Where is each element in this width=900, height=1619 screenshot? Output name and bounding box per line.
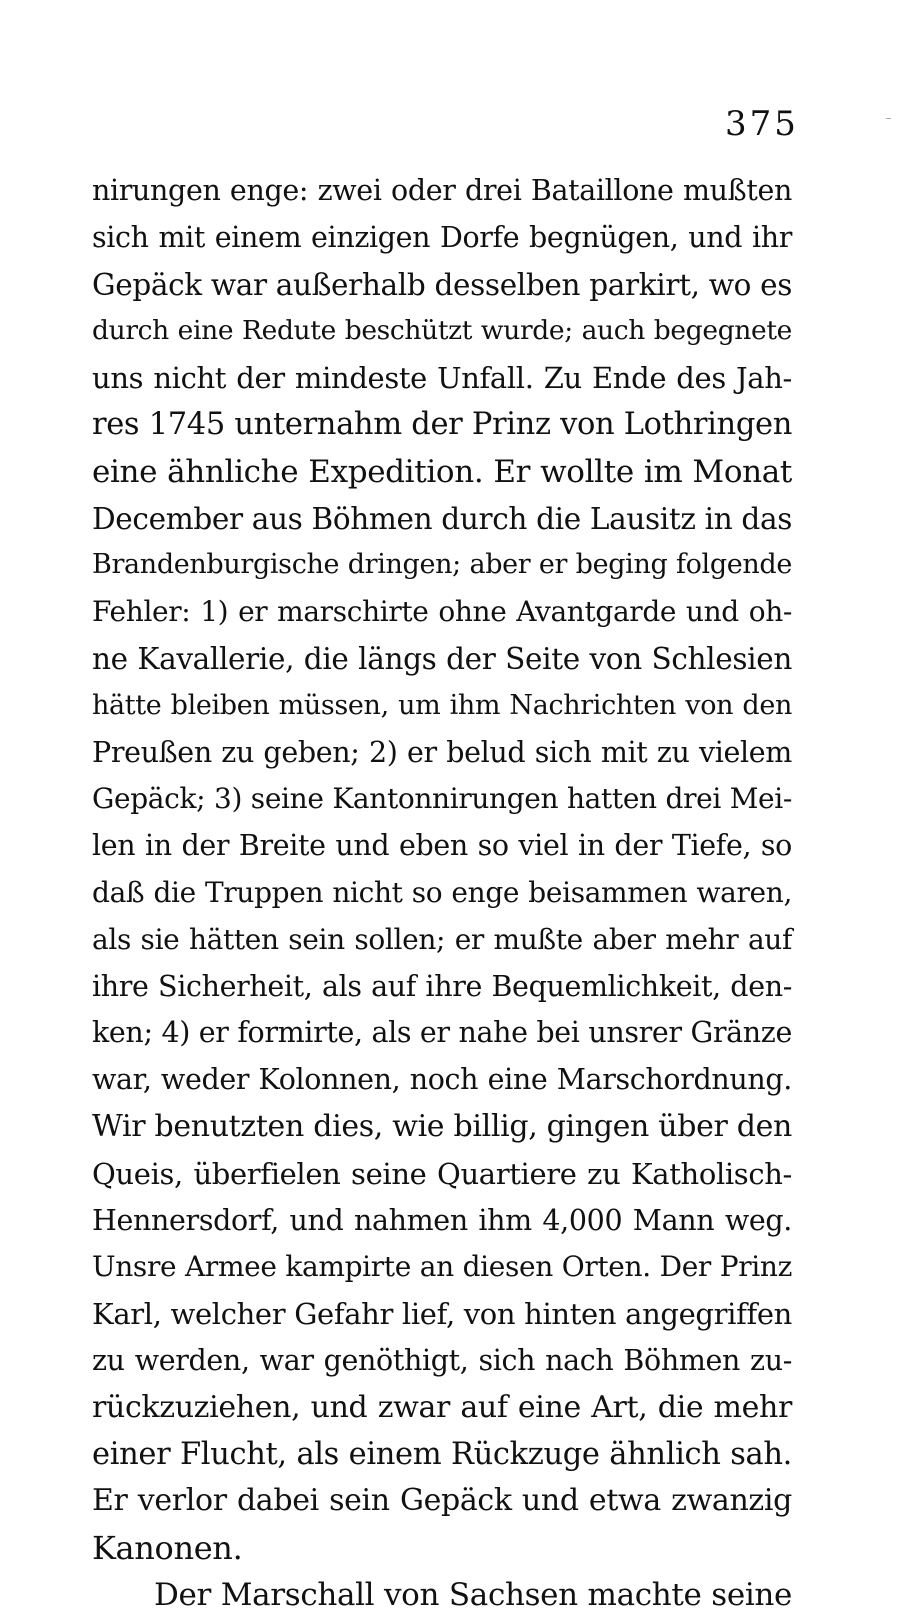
text-line: ihre Sicherheit, als auf ihre Bequemlichkeit, den- <box>92 969 792 1003</box>
body-text <box>92 168 792 1619</box>
text-line: Gepäck; 3) seine Kantonnirungen hatten drei Mei- <box>92 782 792 816</box>
text-line: war, weder Kolonnen, noch eine Marschordnung. <box>92 1063 792 1097</box>
text-line: eine ähnliche Expedition. Er wollte im Monat <box>92 453 792 490</box>
text-line: Der Marschall von Sachsen machte seine <box>154 1576 792 1613</box>
text-line: Gepäck war außerhalb desselben parkirt, wo es <box>92 267 792 302</box>
text-line: nirungen enge: zwei oder drei Bataillone mußten <box>92 174 792 207</box>
text-line: Hennersdorf, und nahmen ihm 4,000 Mann weg. <box>92 1203 792 1237</box>
text-line: res 1745 unternahm der Prinz von Lothringen <box>92 406 792 442</box>
text-line: sich mit einem einzigen Dorfe begnügen, und ihr <box>92 220 792 254</box>
text-line: ken; 4) er formirte, als er nahe bei unsrer Gränze <box>92 1016 792 1050</box>
text-line: Kanonen. <box>92 1529 243 1568</box>
text-line: daß die Truppen nicht so enge beisammen waren, <box>92 875 792 909</box>
text-line: Preußen zu geben; 2) er belud sich mit zu vielem <box>92 735 792 769</box>
text-line: Queis, überfielen seine Quartiere zu Katholisch- <box>92 1156 792 1191</box>
page-number: 375 <box>725 104 799 144</box>
text-line: December aus Böhmen durch die Lausitz in das <box>92 501 792 536</box>
text-line: zu werden, war genöthigt, sich nach Böhmen zu- <box>92 1343 792 1377</box>
text-line: Karl, welcher Gefahr lief, von hinten angegriffen <box>92 1297 792 1332</box>
text-line: Unsre Armee kampirte an diesen Orten. Der Prinz <box>92 1250 792 1284</box>
text-line: len in der Breite und eben so viel in der Tiefe, so <box>92 829 792 863</box>
text-line: Fehler: 1) er marschirte ohne Avantgarde und oh- <box>92 595 792 629</box>
text-line: uns nicht der mindeste Unfall. Zu Ende des Jah- <box>92 361 792 396</box>
text-line: rückzuziehen, und zwar auf eine Art, die mehr <box>92 1389 792 1425</box>
text-line: ne Kavallerie, die längs der Seite von Schlesien <box>92 641 792 676</box>
text-line: hätte bleiben müssen, um ihm Nachrichten von den <box>92 689 792 721</box>
text-line: Er verlor dabei sein Gepäck und etwa zwanzig <box>92 1483 792 1519</box>
text-line: einer Flucht, als einem Rückzuge ähnlich sah. <box>92 1436 792 1472</box>
text-line: Wir benutzten dies, wie billig, gingen über den <box>92 1108 792 1144</box>
text-line: als sie hätten sein sollen; er mußte aber mehr auf <box>92 922 792 956</box>
edge-mark <box>886 118 891 119</box>
text-line: Brandenburgische dringen; aber er beging folgende <box>92 549 792 581</box>
text-line: durch eine Redute beschützt wurde; auch begegnete <box>92 315 792 347</box>
